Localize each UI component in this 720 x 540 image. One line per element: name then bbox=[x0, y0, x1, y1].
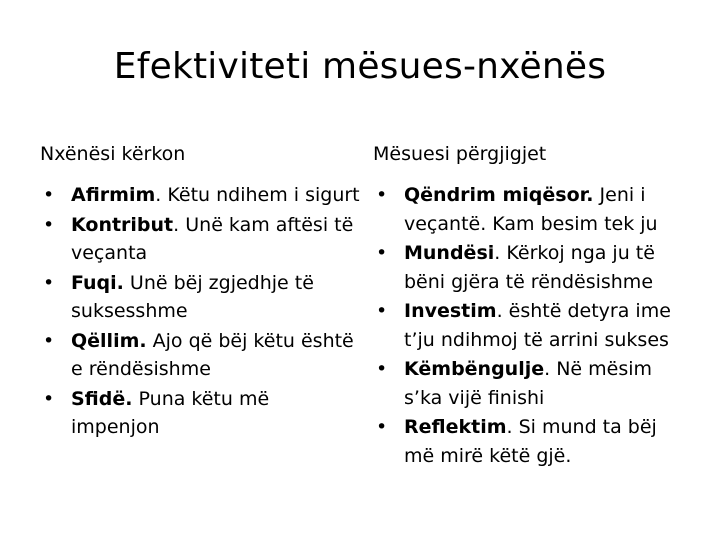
list-item bbox=[373, 239, 683, 296]
item-keyword: Investim bbox=[404, 300, 497, 322]
bullet-icon: • bbox=[376, 416, 388, 438]
item-keyword: Sfidë. bbox=[71, 387, 133, 410]
list-item bbox=[40, 269, 360, 326]
item-separator: . bbox=[155, 184, 162, 206]
bullet-icon: • bbox=[376, 242, 388, 264]
list-item bbox=[40, 327, 360, 384]
list-item bbox=[373, 413, 683, 470]
list-item bbox=[40, 181, 360, 210]
teacher-responses-list bbox=[373, 181, 683, 470]
item-keyword: Kontribut bbox=[71, 213, 174, 236]
bullet-icon: • bbox=[376, 300, 388, 322]
item-separator: . bbox=[544, 358, 551, 380]
item-text: Ajo që bëj këtu është e rëndësishme bbox=[71, 329, 354, 380]
item-text: Si mund ta bëj më mirë këtë gjë. bbox=[404, 416, 657, 467]
item-text: Unë kam aftësi të veçanta bbox=[71, 213, 354, 264]
item-keyword: Reflektim bbox=[404, 416, 507, 438]
slide-title: Efektiviteti mësues-nxënës bbox=[113, 46, 607, 87]
teacher-column-heading: Mësuesi përgjigjet bbox=[373, 143, 547, 165]
item-keyword: Afirmim bbox=[71, 184, 156, 206]
item-text: Unë bëj zgjedhje të suksesshme bbox=[71, 271, 314, 322]
bullet-icon: • bbox=[43, 184, 55, 206]
item-keyword: Këmbëngulje bbox=[404, 358, 545, 380]
list-item bbox=[40, 211, 360, 268]
student-column bbox=[40, 140, 360, 443]
item-separator: . bbox=[494, 242, 501, 264]
item-separator: . bbox=[506, 416, 513, 438]
bullet-icon: • bbox=[376, 358, 388, 380]
bullet-icon: • bbox=[43, 213, 55, 236]
item-text: Jeni i veçantë. Kam besim tek ju bbox=[404, 184, 658, 235]
item-text: Puna këtu më impenjon bbox=[71, 387, 270, 438]
list-item bbox=[373, 181, 683, 238]
list-item bbox=[373, 297, 683, 354]
student-column-heading: Nxënësi kërkon bbox=[40, 143, 186, 165]
teacher-column bbox=[373, 140, 683, 471]
bullet-icon: • bbox=[376, 184, 388, 206]
item-separator: . bbox=[496, 300, 503, 322]
item-text: Në mësim s’ka vijë finishi bbox=[404, 358, 653, 409]
list-item bbox=[40, 385, 360, 442]
item-keyword: Fuqi. bbox=[71, 271, 124, 294]
bullet-icon: • bbox=[43, 387, 55, 410]
bullet-icon: • bbox=[43, 329, 55, 352]
item-keyword: Qëndrim miqësor. bbox=[404, 184, 594, 206]
item-keyword: Qëllim. bbox=[71, 329, 147, 352]
student-needs-list bbox=[40, 181, 360, 442]
item-text: Kërkoj nga ju të bëni gjëra të rëndësishme bbox=[404, 242, 655, 293]
item-text: është detyra ime t’ju ndihmoj të arrini sukses bbox=[404, 300, 671, 351]
item-text: Këtu ndihem i sigurt bbox=[161, 184, 360, 206]
bullet-icon: • bbox=[43, 271, 55, 294]
item-keyword: Mundësi bbox=[404, 242, 495, 264]
list-item bbox=[373, 355, 683, 412]
item-separator: . bbox=[173, 213, 180, 236]
